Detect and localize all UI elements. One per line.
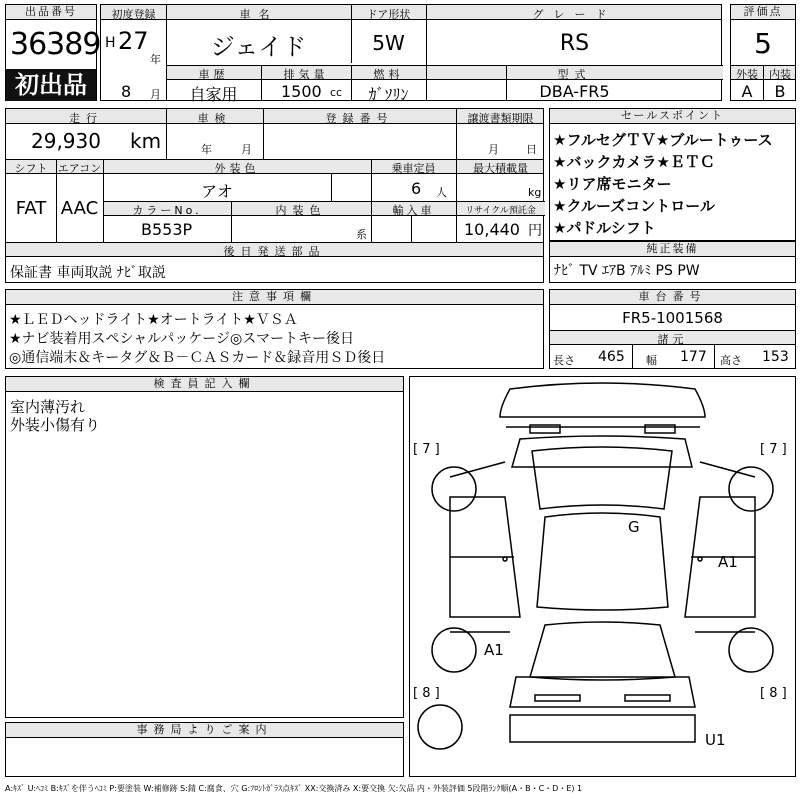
color-no: B553P — [141, 220, 193, 239]
history-label: 車歴 — [198, 68, 229, 81]
dims-label: 諸元 — [657, 333, 688, 346]
width-label: 幅 — [646, 354, 657, 367]
later-parts-label: 後日発送部品 — [223, 245, 326, 258]
reg-month: 8 — [121, 82, 132, 101]
displacement: 1500 — [281, 82, 322, 101]
ext-label: 外装 — [736, 68, 758, 81]
lot-block — [5, 4, 101, 101]
legend: A:ｷｽﾞ U:ﾍｺﾐ B:ｷｽﾞを伴うﾍｺﾐ P:要塗装 W:補修跡 S:錆 C:腐食、穴 G:ﾌﾛﾝﾄｶﾞﾗｽ点ｷｽﾞ XX:交換済み X:要交換 欠:欠品 内・外装評価 5段階ﾗﾝｸ順(A・B・C・D・E) 1 — [5, 784, 583, 793]
inspector-line: 室内薄汚れ — [10, 398, 86, 416]
score-label: 評価点 — [731, 5, 795, 20]
max-load-unit: kg — [528, 186, 542, 199]
damage-diagram — [409, 376, 796, 777]
sales-points-label: セールスポイント — [550, 109, 795, 124]
door-label: ドア形状 — [366, 8, 411, 21]
era: H — [105, 35, 116, 51]
notes-label: 注意事項欄 — [6, 290, 543, 305]
genuine-equip — [549, 241, 796, 283]
score-block — [730, 4, 796, 101]
aircon-label: エアコン — [57, 162, 102, 175]
ext-value: A — [741, 82, 753, 101]
detail-table — [5, 108, 544, 283]
inspector-line: 外装小傷有り — [10, 416, 101, 434]
color-no-label: カラーNo. — [132, 204, 202, 217]
displacement-label: 排気量 — [283, 68, 329, 81]
reg-year: 27 — [118, 27, 149, 55]
first-badge: 初出品 — [6, 69, 96, 101]
office-label: 事務局よりご案内 — [6, 723, 403, 738]
month-unit: 月 — [150, 88, 161, 101]
car-name-label: 車名 — [239, 8, 278, 21]
sales-point: ★クルーズコントロール — [553, 197, 715, 215]
width: 177 — [680, 349, 707, 365]
sales-point: ★バックカメラ★ＥＴＣ — [553, 153, 715, 171]
genuine-equip-value: ﾅﾋﾞ TV ｴｱB ｱﾙﾐ PS PW — [554, 263, 700, 279]
first-reg-label: 初度登録 — [111, 8, 156, 21]
mileage-label: 走行 — [69, 112, 103, 125]
tire-label-fl: [ 7 ] — [413, 442, 440, 457]
door: 5W — [372, 31, 405, 55]
chassis-number: FR5-1001568 — [622, 309, 723, 327]
chassis-block — [549, 289, 796, 369]
mileage: 29,930 — [31, 129, 101, 153]
mark-g: G — [628, 518, 640, 536]
notes-block — [5, 289, 544, 369]
length-label: 長さ — [553, 354, 575, 367]
int-color-suffix: 系 — [356, 228, 367, 241]
tire-label-fr: [ 7 ] — [760, 442, 787, 457]
capacity-unit: 人 — [436, 186, 447, 199]
sales-point: ★フルセグＴＶ★ブルートゥース — [553, 131, 773, 149]
note-line: ★ＬＥＤヘッドライト★オートライト★ＶＳＡ — [9, 312, 298, 328]
ext-color-label: 外装色 — [214, 162, 260, 175]
inspection-year: 年 — [201, 143, 212, 156]
shift-label: シフト — [14, 162, 48, 175]
top-table — [100, 4, 722, 104]
car-diagram-svg — [410, 377, 795, 776]
tire-label-rr: [ 8 ] — [760, 686, 787, 701]
model-code-label: 型式 — [557, 68, 592, 81]
displacement-unit: cc — [330, 86, 343, 99]
inspector-label: 検査員記入欄 — [6, 377, 403, 392]
note-line: ◎通信端末＆キータグ＆Ｂ－ＣＡＳカード＆録音用ＳＤ後日 — [9, 350, 386, 366]
mileage-unit: km — [130, 129, 162, 153]
chassis-label: 車台番号 — [550, 290, 795, 305]
sales-points — [549, 108, 796, 241]
score: 5 — [754, 27, 772, 60]
int-value: B — [774, 82, 786, 101]
inspection-month: 月 — [241, 143, 252, 156]
mark-a1-left: A1 — [484, 641, 504, 659]
lot-number: 36389 — [10, 27, 101, 62]
aircon: AAC — [60, 198, 99, 219]
ext-color: アオ — [201, 182, 233, 201]
height-label: 高さ — [720, 354, 742, 367]
inspector-block — [5, 376, 404, 718]
int-color-label: 内装色 — [275, 204, 327, 217]
capacity-label: 乗車定員 — [391, 162, 436, 175]
import-label: 輸入車 — [392, 204, 435, 217]
max-load-label: 最大積載量 — [473, 162, 528, 175]
sales-point: ★パドルシフト — [553, 219, 656, 237]
recycle-unit: 円 — [528, 223, 542, 239]
inspection-label: 車検 — [197, 112, 232, 125]
note-line: ★ナビ装着用スペシャルパッケージ◎スマートキー後日 — [9, 331, 354, 347]
lot-label: 出品番号 — [6, 5, 96, 20]
height: 153 — [762, 349, 789, 365]
grade: RS — [559, 31, 590, 56]
recycle: 10,440 — [464, 220, 520, 239]
genuine-equip-label: 純正装備 — [550, 242, 795, 257]
sales-point: ★リア席モニター — [553, 175, 672, 193]
recycle-label: リサイクル預託金 — [465, 206, 536, 216]
fuel: ｶﾞｿﾘﾝ — [368, 85, 409, 104]
transfer-month: 月 — [488, 143, 499, 156]
transfer-day: 日 — [526, 143, 537, 156]
mark-a1-right: A1 — [718, 553, 738, 571]
later-parts: 保証書 車両取説 ﾅﾋﾞ取説 — [10, 265, 166, 281]
model-code: DBA-FR5 — [539, 82, 610, 101]
tire-label-rl: [ 8 ] — [413, 686, 440, 701]
transfer-label: 譲渡書類期限 — [467, 112, 534, 125]
shift: FAT — [15, 198, 47, 219]
length: 465 — [598, 349, 625, 365]
mark-u1: U1 — [705, 731, 726, 749]
history: 自家用 — [189, 85, 238, 104]
grade-label: グレード — [532, 8, 617, 21]
year-unit: 年 — [150, 53, 161, 66]
capacity: 6 — [411, 179, 422, 198]
reg-number-label: 登録番号 — [325, 112, 394, 125]
car-name: ジェイド — [210, 33, 307, 61]
fuel-label: 燃料 — [373, 68, 404, 81]
int-label: 内装 — [769, 68, 791, 81]
office-block — [5, 722, 404, 777]
